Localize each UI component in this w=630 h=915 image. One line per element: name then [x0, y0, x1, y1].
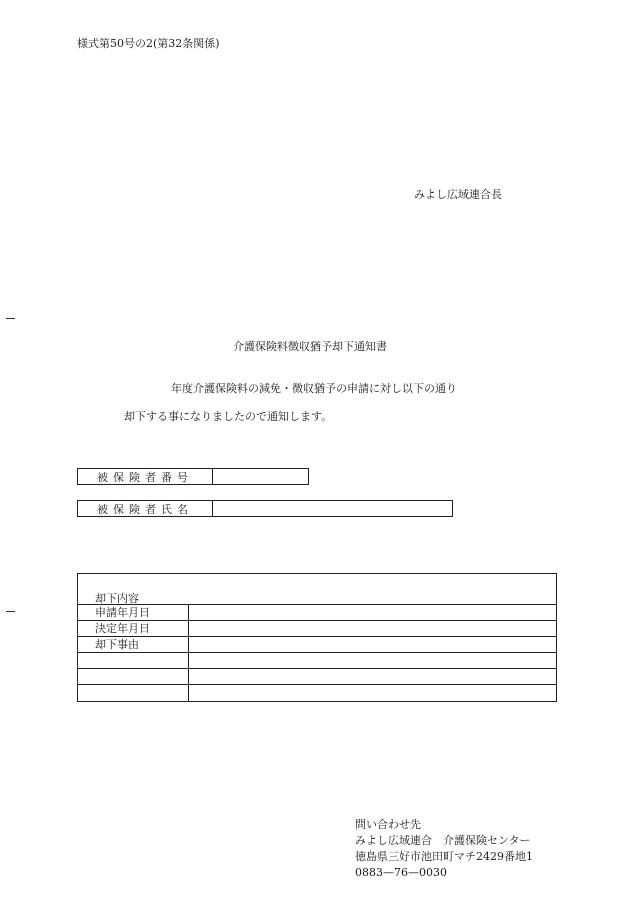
decision-date-label: 決定年月日 — [78, 621, 189, 637]
blank-row-value — [190, 669, 556, 685]
table-row — [78, 684, 556, 702]
blank-row-label — [78, 653, 189, 669]
contact-phone: 0883—76—0030 — [355, 866, 447, 879]
insured-number-box — [77, 468, 309, 485]
table-row — [78, 636, 556, 653]
insured-number-label: 被保険者番号 — [78, 469, 213, 484]
insured-name-label: 被保険者氏名 — [78, 501, 213, 516]
notice-title: 介護保険料徴収猶予却下通知書 — [233, 340, 387, 353]
notice-body-line-1: 年度介護保険料の減免・徴収猶予の申請に対し以下の通り — [171, 382, 457, 395]
rejection-details-caption: 却下内容 — [95, 592, 139, 605]
application-date-label: 申請年月日 — [78, 605, 189, 621]
table-row — [78, 604, 556, 621]
fold-mark-top — [6, 318, 15, 319]
rejection-details-table — [77, 573, 557, 702]
form-number: 様式第50号の2(第32条関係) — [77, 37, 220, 50]
table-row — [78, 652, 556, 669]
decision-date-value — [190, 621, 556, 637]
blank-row-label — [78, 669, 189, 685]
fold-mark-bottom — [6, 611, 15, 612]
blank-row-label — [78, 685, 189, 702]
contact-address: 徳島県三好市池田町マチ2429番地1 — [355, 850, 533, 863]
insured-number-value — [213, 469, 308, 484]
table-row — [78, 668, 556, 685]
insured-name-box — [77, 500, 453, 517]
rejection-reason-value — [190, 637, 556, 653]
issuer-name: みよし広域連合長 — [414, 188, 502, 201]
rejection-reason-label: 却下事由 — [78, 637, 189, 653]
blank-row-value — [190, 653, 556, 669]
contact-heading: 問い合わせ先 — [355, 818, 421, 831]
insured-name-value — [213, 501, 452, 516]
notice-body-line-2: 却下する事になりましたので通知します。 — [124, 410, 333, 423]
blank-row-value — [190, 685, 556, 702]
table-row — [78, 620, 556, 637]
contact-organization: みよし広域連合 介護保険センター — [355, 834, 531, 847]
application-date-value — [190, 605, 556, 621]
